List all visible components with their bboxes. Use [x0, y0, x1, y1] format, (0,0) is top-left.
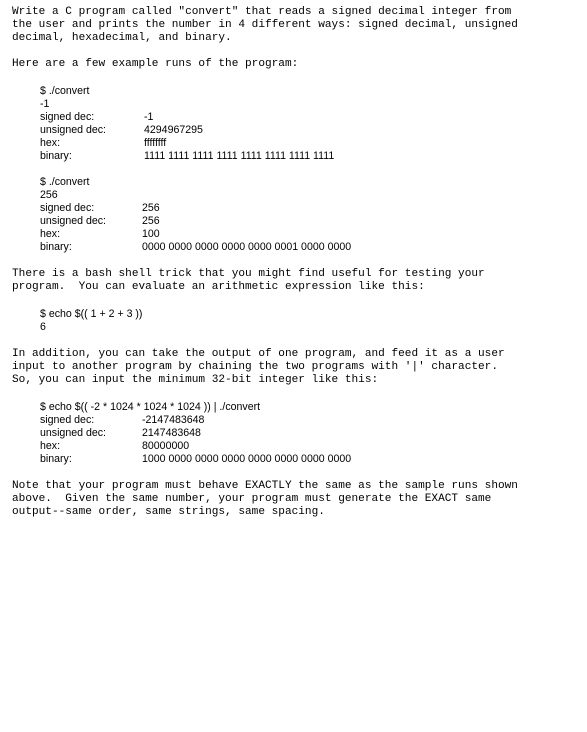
- note-paragraph: [12, 480, 577, 519]
- note-line: above. Given the same number, your program must generate the EXACT same: [12, 493, 492, 505]
- chaining-line: In addition, you can take the output of one program, and feed it as a user: [12, 348, 505, 360]
- example-run-3: [40, 401, 577, 466]
- document-body: [12, 6, 577, 519]
- intro-line: the user and prints the number in 4 different ways: signed decimal, unsigned: [12, 19, 518, 31]
- row-label: unsigned dec:: [40, 124, 106, 136]
- row-label: hex:: [40, 228, 61, 240]
- bash-trick-line: There is a bash shell trick that you might find useful for testing your: [12, 268, 485, 280]
- note-line: output--same order, same strings, same spacing.: [12, 506, 325, 518]
- run-2-binary-row: [40, 241, 577, 254]
- row-value: 0000 0000 0000 0000 0000 0001 0000 0000: [142, 241, 352, 253]
- row-label: signed dec:: [40, 111, 95, 123]
- row-label: binary:: [40, 453, 72, 465]
- row-value: -1: [144, 111, 154, 123]
- intro-paragraph: [12, 6, 577, 45]
- row-label: hex:: [40, 137, 61, 149]
- row-value: 80000000: [142, 440, 190, 452]
- run-1-unsigned-row: [40, 124, 577, 137]
- row-label: signed dec:: [40, 202, 95, 214]
- intro-line: decimal, hexadecimal, and binary.: [12, 32, 232, 44]
- row-label: unsigned dec:: [40, 427, 106, 439]
- example-run-2: [40, 176, 577, 254]
- run-2-hex-row: [40, 228, 577, 241]
- bash-trick-paragraph: [12, 268, 577, 294]
- run-2-signed-row: [40, 202, 577, 215]
- row-label: binary:: [40, 150, 72, 162]
- run-3-unsigned-row: [40, 427, 577, 440]
- echo-command: $ echo $(( 1 + 2 + 3 )): [40, 308, 143, 320]
- row-value: ffffffff: [144, 137, 167, 149]
- run-2-command: $ ./convert: [40, 176, 90, 188]
- row-label: signed dec:: [40, 414, 95, 426]
- run-3-binary-row: [40, 453, 577, 466]
- example-run-1: [40, 85, 577, 163]
- row-value: -2147483648: [142, 414, 205, 426]
- row-value: 4294967295: [144, 124, 203, 136]
- run-3-hex-row: [40, 440, 577, 453]
- run-2-unsigned-row: [40, 215, 577, 228]
- row-value: 100: [142, 228, 160, 240]
- intro-line: Write a C program called "convert" that reads a signed decimal integer from: [12, 6, 512, 18]
- bash-trick-line: program. You can evaluate an arithmetic expression like this:: [12, 281, 425, 293]
- row-label: binary:: [40, 241, 72, 253]
- run-2-input: 256: [40, 189, 58, 201]
- chaining-line: So, you can input the minimum 32-bit integer like this:: [12, 374, 379, 386]
- echo-example: [40, 308, 577, 334]
- run-1-input: -1: [40, 98, 50, 110]
- examples-intro: Here are a few example runs of the program:: [12, 58, 299, 70]
- row-value: 2147483648: [142, 427, 201, 439]
- row-value: 1111 1111 1111 1111 1111 1111 1111 1111: [144, 150, 335, 162]
- run-3-signed-row: [40, 414, 577, 427]
- chaining-paragraph: [12, 348, 577, 387]
- row-label: unsigned dec:: [40, 215, 106, 227]
- row-label: hex:: [40, 440, 61, 452]
- run-3-command: $ echo $(( -2 * 1024 * 1024 * 1024 )) | ./convert: [40, 401, 261, 413]
- echo-output: 6: [40, 321, 46, 333]
- run-1-command: $ ./convert: [40, 85, 90, 97]
- row-value: 256: [142, 215, 160, 227]
- chaining-line: input to another program by chaining the two programs with '|' character.: [12, 361, 498, 373]
- run-1-hex-row: [40, 137, 577, 150]
- note-line: Note that your program must behave EXACTLY the same as the sample runs shown: [12, 480, 518, 492]
- run-1-signed-row: [40, 111, 577, 124]
- run-1-binary-row: [40, 150, 577, 163]
- row-value: 1000 0000 0000 0000 0000 0000 0000 0000: [142, 453, 352, 465]
- row-value: 256: [142, 202, 160, 214]
